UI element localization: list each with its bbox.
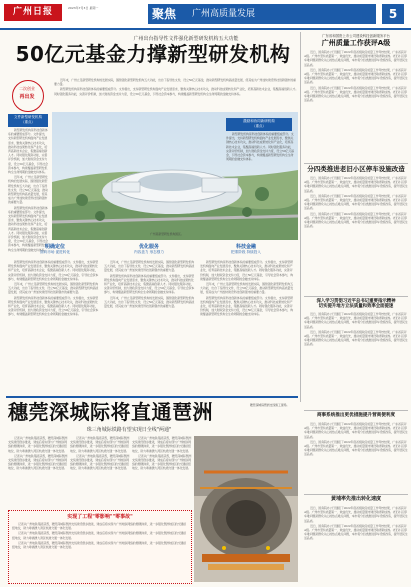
bottom-rule <box>6 396 298 398</box>
lead-col-3 <box>200 260 294 392</box>
col-3-p3: 新型研发机构是科技创新体系的重要组成部分。文件提出，支持新型研发机构面向产业发展需求，聚焦关键核心技术攻关，推动科技成果转化和产业化，培育高新技术企业，集聚高端创新人才。同时强化服务功能，完善评价机制，加大财政资金支持力度，设立50亿元基金，引导社会资本参与，构建覆盖新型研发机构全生命周期的金融支持体系。 <box>200 295 294 317</box>
right-headline-2: 分四类推进老旧小区停车设施改造 <box>307 165 405 173</box>
lead-intro <box>54 78 298 112</box>
bottom-photo <box>194 436 298 582</box>
badge-bottom: 再出发 <box>19 94 35 100</box>
right-3-p2: 近日，国务院办公厅通报了2022年度省级政府质量工作考核结果，广东省获评A级。广州市坚持质量第一、效益优先，推动质量强市建设取得新成效。老旧小区停车难问题是群众关心的热点难点问题，本市将分四类推进停车设施改造，提升居民生活品质。 <box>304 329 408 347</box>
inset-p2: 记者从广州地铁集团获悉，穗莞深城际琶洲支线建设稳步推进，建成后将实现与广州地铁网络的便捷换乘，进一步强化琶洲地区的交通枢纽地位，助力粤港澳大湾区轨道交通一体化发展。 <box>12 531 187 540</box>
lead-kicker: 广州出台指导性文件强化新型研发机构五大功能 <box>133 36 239 42</box>
subsection-3-subtitle: 把准阶段 持续投入 <box>231 250 261 254</box>
right-headline-1: 广州质量工作获评A级 <box>321 39 391 47</box>
subsection-2 <box>104 243 194 255</box>
right-headline-4: 商事系统推出更优措施提升营商便利度 <box>316 413 396 418</box>
issue-date: 2023年7月3日 星期一 <box>68 6 99 10</box>
lead-left-column <box>8 128 48 252</box>
right-headline-5: 黄埔率先推出转化速度 <box>330 496 381 502</box>
lead-col-1 <box>8 260 100 392</box>
lead-left-text: 新型研发机构是科技创新体系的重要组成部分。文件提出，支持新型研发机构面向产业发展需求，聚焦关键核心技术攻关，推动科技成果转化和产业化，培育高新技术企业，集聚高端创新人才。同时强化服务功能，完善评价机制，加大财政资金支持力度，设立50亿元基金，引导社会资本参与，构建覆盖新型研发机构全生命周期的金融支持体系。 <box>8 128 48 175</box>
bottom-col-3-p2: 记者从广州地铁集团获悉，穗莞深城际琶洲支线建设稳步推进，建成后将实现与广州地铁网络的便捷换乘，进一步强化琶洲地区的交通枢纽地位，助力粤港澳大湾区轨道交通一体化发展。 <box>132 453 192 471</box>
section-key: 聚焦 <box>152 7 177 21</box>
col-1-p3: 新型研发机构是科技创新体系的重要组成部分。文件提出，支持新型研发机构面向产业发展需求，聚焦关键核心技术攻关，推动科技成果转化和产业化，培育高新技术企业，集聚高端创新人才。同时强化服务功能，完善评价机制，加大财政资金支持力度，设立50亿元基金，引导社会资本参与，构建覆盖新型研发机构全生命周期的金融支持体系。 <box>8 295 99 317</box>
side-box-label: 文件新型研发机构 （重点） <box>8 114 48 127</box>
side-box-2: 激励和协同新研机构 （重点） <box>226 118 292 131</box>
right-headline-3: 深入学习贯彻习近平总书记重要指示精神 切实提升地方立法质量和效率全面提速 <box>316 299 396 310</box>
bottom-inset-body <box>12 522 186 580</box>
lead-intro-text: 近年来，广州立足新型研发机构的发展实际，围绕强化新型研发机构五大功能，出台了指导性文件，设立50亿元基金，推动新型研发机构高质量发展，使其成为广州加快建设科技创新强市的重要力量。 <box>54 78 296 87</box>
bottom-col-3 <box>132 436 192 508</box>
col-2-p1: 近年来，广州立足新型研发机构的发展实际，围绕强化新型研发机构五大功能，出台了指导性文件，设立50亿元基金，推动新型研发机构高质量发展，使其成为广州加快建设科技创新强市的重要力量。 <box>104 260 195 273</box>
lead-left-text-2: 近年来，广州立足新型研发机构的发展实际，围绕强化新型研发机构五大功能，出台了指导性文件，设立50亿元基金，推动新型研发机构高质量发展，使其成为广州加快建设科技创新强市的重要力量。 <box>8 175 48 205</box>
bottom-col-2 <box>70 436 130 508</box>
right-rule-2 <box>304 296 408 297</box>
col-3-p2: 近年来，广州立足新型研发机构的发展实际，围绕强化新型研发机构五大功能，出台了指导性文件，设立50亿元基金，推动新型研发机构高质量发展，使其成为广州加快建设科技创新强市的重要力量。 <box>200 282 294 295</box>
right-4-p1: 近日，国务院办公厅通报了2022年度省级政府质量工作考核结果，广东省获评A级。广州市坚持质量第一、效益优先，推动质量强市建设取得新成效。老旧小区停车难问题是群众关心的热点难点问题，本市将分四类推进停车设施改造，提升居民生活品质。 <box>304 422 408 439</box>
subsection-2-subtitle: 内容盖力 形态强力 <box>134 250 164 254</box>
bottom-headline: 穗莞深城际将直通琶洲 <box>8 400 213 424</box>
right-5-p1: 近日，国务院办公厅通报了2022年度省级政府质量工作考核结果，广东省获评A级。广州市坚持质量第一、效益优先，推动质量强市建设取得新成效。老旧小区停车难问题是群众关心的热点难点问题，本市将分四类推进停车设施改造，提升居民生活品质。 <box>304 506 408 523</box>
right-4-p2: 近日，国务院办公厅通报了2022年度省级政府质量工作考核结果，广东省获评A级。广州市坚持质量第一、效益优先，推动质量强市建设取得新成效。老旧小区停车难问题是群众关心的热点难点问题，本市将分四类推进停车设施改造，提升居民生活品质。 <box>304 439 408 457</box>
page-number: 5 <box>382 4 404 24</box>
right-block-1 <box>304 50 408 162</box>
lead-photo-caption: 广州某新型研发机构园区。 <box>150 232 184 236</box>
right-3-p1: 近日，国务院办公厅通报了2022年度省级政府质量工作考核结果，广东省获评A级。广州市坚持质量第一、效益优先，推动质量强市建设取得新成效。老旧小区停车难问题是群众关心的热点难点问题，本市将分四类推进停车设施改造，提升居民生活品质。 <box>304 312 408 329</box>
photo-side-text: 新型研发机构是科技创新体系的重要组成部分。文件提出，支持新型研发机构面向产业发展需求，聚焦关键核心技术攻关，推动科技成果转化和产业化，培育高新技术企业，集聚高端创新人才。同时强化服务功能，完善评价机制，加大财政资金支持力度，设立50亿元基金，引导社会资本参与，构建覆盖新型研发机构全生命周期的金融支持体系。 <box>226 132 294 162</box>
subsection-1 <box>10 243 100 255</box>
inset-p3: 记者从广州地铁集团获悉，穗莞深城际琶洲支线建设稳步推进，建成后将实现与广州地铁网络的便捷换乘，进一步强化琶洲地区的交通枢纽地位，助力粤港澳大湾区轨道交通一体化发展。 <box>12 540 187 550</box>
right-kicker: 广东省和国资上市公司建设科技创新服务平台 <box>322 34 390 38</box>
right-block-3 <box>304 312 408 408</box>
subsection-3-title: 科技金融 <box>235 244 256 250</box>
bottom-col-1-p1: 记者从广州地铁集团获悉，穗莞深城际琶洲支线建设稳步推进，建成后将实现与广州地铁网络的便捷换乘，进一步强化琶洲地区的交通枢纽地位，助力粤港澳大湾区轨道交通一体化发展。 <box>8 436 68 453</box>
right-2-p3: 近日，国务院办公厅通报了2022年度省级政府质量工作考核结果，广东省获评A级。广州市坚持质量第一、效益优先，推动质量强市建设取得新成效。老旧小区停车难问题是群众关心的热点难点问题，本市将分四类推进停车设施改造，提升居民生活品质。 <box>304 211 408 229</box>
col-1-p1: 新型研发机构是科技创新体系的重要组成部分。文件提出，支持新型研发机构面向产业发展需求，聚焦关键核心技术攻关，推动科技成果转化和产业化，培育高新技术企业，集聚高端创新人才。同时强化服务功能，完善评价机制，加大财政资金支持力度，设立50亿元基金，引导社会资本参与，构建覆盖新型研发机构全生命周期的金融支持体系。 <box>8 260 99 281</box>
newspaper-logo: 广州日报 <box>4 4 62 21</box>
right-2-p2: 近日，国务院办公厅通报了2022年度省级政府质量工作考核结果，广东省获评A级。广州市坚持质量第一、效益优先，推动质量强市建设取得新成效。老旧小区停车难问题是群众关心的热点难点问题，本市将分四类推进停车设施改造，提升居民生活品质。 <box>304 193 408 211</box>
section-title: 广州高质量发展 <box>192 9 256 19</box>
subsection-2-title: 优化服务 <box>138 244 159 250</box>
inset-p1: 记者从广州地铁集团获悉，穗莞深城际琶洲支线建设稳步推进，建成后将实现与广州地铁网络的便捷换乘，进一步强化琶洲地区的交通枢纽地位，助力粤港澳大湾区轨道交通一体化发展。 <box>12 522 187 531</box>
right-rule-3 <box>304 410 408 411</box>
right-block-4 <box>304 422 408 492</box>
lead-headline: 50亿元基金力撑新型研发机构 <box>15 42 291 66</box>
bottom-photo-caption: 穗莞深城际琶洲支线施工现场。 <box>250 403 290 407</box>
col-1-p2: 近年来，广州立足新型研发机构的发展实际，围绕强化新型研发机构五大功能，出台了指导性文件，设立50亿元基金，推动新型研发机构高质量发展，使其成为广州加快建设科技创新强市的重要力量。 <box>8 282 99 295</box>
right-5-p2: 近日，国务院办公厅通报了2022年度省级政府质量工作考核结果，广东省获评A级。广州市坚持质量第一、效益优先，推动质量强市建设取得新成效。老旧小区停车难问题是群众关心的热点难点问题，本市将分四类推进停车设施改造，提升居民生活品质。 <box>304 523 408 541</box>
right-block-5 <box>304 506 408 584</box>
bottom-inset-title: 实现了工程"零影响""零事故" <box>67 514 133 520</box>
col-2-p2: 新型研发机构是科技创新体系的重要组成部分。文件提出，支持新型研发机构面向产业发展需求，聚焦关键核心技术攻关，推动科技成果转化和产业化，培育高新技术企业，集聚高端创新人才。同时强化服务功能，完善评价机制，加大财政资金支持力度，设立50亿元基金，引导社会资本参与，构建覆盖新型研发机构全生命周期的金融支持体系。 <box>104 273 195 295</box>
right-1-p2: 近日，国务院办公厅通报了2022年度省级政府质量工作考核结果，广东省获评A级。广州市坚持质量第一、效益优先，推动质量强市建设取得新成效。老旧小区停车难问题是群众关心的热点难点问题，本市将分四类推进停车设施改造，提升居民生活品质。 <box>304 67 408 85</box>
bottom-col-1 <box>8 436 68 508</box>
lead-col-2 <box>104 260 196 392</box>
column-divider <box>300 32 301 402</box>
subsection-3 <box>198 243 294 255</box>
badge-top: 二次创业 <box>19 86 35 91</box>
right-1-p3: 近日，国务院办公厅通报了2022年度省级政府质量工作考核结果，广东省获评A级。广州市坚持质量第一、效益优先，推动质量强市建设取得新成效。老旧小区停车难问题是群众关心的热点难点问题，本市将分四类推进停车设施改造，提升居民生活品质。 <box>304 85 408 103</box>
subsection-1-title: 明确定位 <box>44 244 65 250</box>
right-1-p1: 近日，国务院办公厅通报了2022年度省级政府质量工作考核结果，广东省获评A级。广州市坚持质量第一、效益优先，推动质量强市建设取得新成效。老旧小区停车难问题是群众关心的热点难点问题，本市将分四类推进停车设施改造，提升居民生活品质。 <box>304 50 408 67</box>
bottom-col-2-p1: 记者从广州地铁集团获悉，穗莞深城际琶洲支线建设稳步推进，建成后将实现与广州地铁网络的便捷换乘，进一步强化琶洲地区的交通枢纽地位，助力粤港澳大湾区轨道交通一体化发展。 <box>70 436 130 453</box>
col-2-p3: 近年来，广州立足新型研发机构的发展实际，围绕强化新型研发机构五大功能，出台了指导性文件，设立50亿元基金，推动新型研发机构高质量发展，使其成为广州加快建设科技创新强市的重要力量。 <box>104 295 195 309</box>
col-3-p1: 新型研发机构是科技创新体系的重要组成部分。文件提出，支持新型研发机构面向产业发展需求，聚焦关键核心技术攻关，推动科技成果转化和产业化，培育高新技术企业，集聚高端创新人才。同时强化服务功能，完善评价机制，加大财政资金支持力度，设立50亿元基金，引导社会资本参与，构建覆盖新型研发机构全生命周期的金融支持体系。 <box>200 260 294 281</box>
right-rule-1 <box>304 163 408 164</box>
construction-site-illustration <box>194 436 298 582</box>
section-banner <box>148 4 376 24</box>
bottom-col-3-p1: 记者从广州地铁集团获悉，穗莞深城际琶洲支线建设稳步推进，建成后将实现与广州地铁网络的便捷换乘，进一步强化琶洲地区的交通枢纽地位，助力粤港澳大湾区轨道交通一体化发展。 <box>132 436 192 453</box>
lead-left-text-3: 新型研发机构是科技创新体系的重要组成部分。文件提出，支持新型研发机构面向产业发展需求，聚焦关键核心技术攻关，推动科技成果转化和产业化，培育高新技术企业，集聚高端创新人才。同时强化服务功能，完善评价机制，加大财政资金支持力度，设立50亿元基金，引导社会资本参与，构建覆盖新型研发机构全生命周期的金融支持体系。 <box>8 205 48 252</box>
right-rule-4 <box>304 494 408 495</box>
right-2-p1: 近日，国务院办公厅通报了2022年度省级政府质量工作考核结果，广东省获评A级。广州市坚持质量第一、效益优先，推动质量强市建设取得新成效。老旧小区停车难问题是群众关心的热点难点问题，本市将分四类推进停车设施改造，提升居民生活品质。 <box>304 176 408 193</box>
subsection-1-subtitle: 面向市场 促进转化 <box>40 250 70 254</box>
bottom-subhead: 珠三角城际铁路有望实现日全线"两通" <box>86 427 172 433</box>
bottom-col-2-p2: 记者从广州地铁集团获悉，穗莞深城际琶洲支线建设稳步推进，建成后将实现与广州地铁网络的便捷换乘，进一步强化琶洲地区的交通枢纽地位，助力粤港澳大湾区轨道交通一体化发展。 <box>70 453 130 471</box>
bottom-col-1-p2: 记者从广州地铁集团获悉，穗莞深城际琶洲支线建设稳步推进，建成后将实现与广州地铁网络的便捷换乘，进一步强化琶洲地区的交通枢纽地位，助力粤港澳大湾区轨道交通一体化发展。 <box>8 453 68 471</box>
right-block-2 <box>304 176 408 294</box>
lead-photo-side-column <box>226 132 294 216</box>
lead-intro-text-2: 新型研发机构是科技创新体系的重要组成部分。文件提出，支持新型研发机构面向产业发展需求，聚焦关键核心技术攻关，推动科技成果转化和产业化，培育高新技术企业，集聚高端创新人才。同时强化服务功能，完善评价机制，加大财政资金支持力度，设立50亿元基金，引导社会资本参与，构建覆盖新型研发机构全生命周期的金融支持体系。 <box>54 87 299 96</box>
